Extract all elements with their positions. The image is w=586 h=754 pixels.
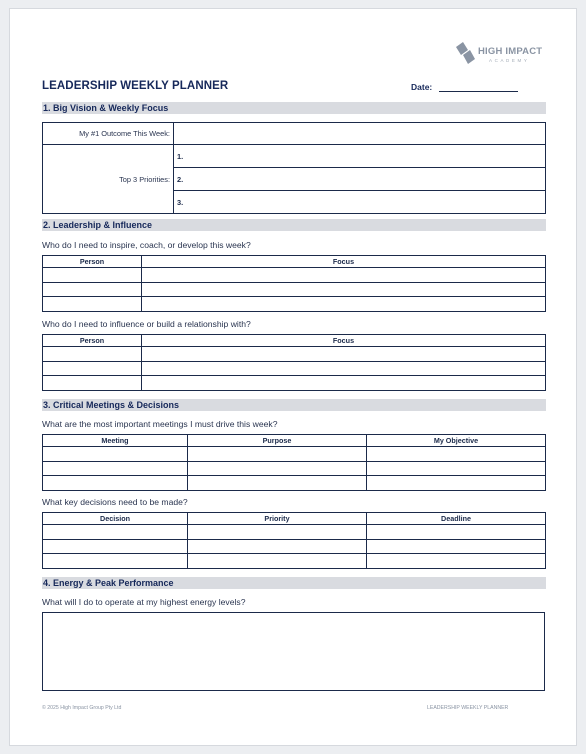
table-row (43, 539, 546, 554)
person-cell[interactable] (43, 361, 142, 376)
question-decisions: What key decisions need to be made? (42, 497, 188, 507)
purpose-cell[interactable] (188, 447, 367, 462)
table-row (43, 347, 546, 362)
outcome-field[interactable] (174, 123, 546, 145)
column-header-meeting: Meeting (43, 435, 188, 447)
purpose-cell[interactable] (188, 461, 367, 476)
deadline-cell[interactable] (367, 554, 546, 569)
table-header-row (43, 435, 546, 447)
deadline-cell[interactable] (367, 525, 546, 540)
purpose-cell[interactable] (188, 476, 367, 491)
section-heading-leadership: 2. Leadership & Influence (42, 219, 546, 231)
column-header-focus: Focus (142, 256, 546, 268)
priority-cell[interactable] (188, 539, 367, 554)
deadline-cell[interactable] (367, 539, 546, 554)
person-cell[interactable] (43, 376, 142, 391)
table-row (43, 268, 546, 283)
column-header-person: Person (43, 335, 142, 347)
table-row (43, 461, 546, 476)
person-cell[interactable] (43, 347, 142, 362)
priorities-label: Top 3 Priorities: (43, 145, 174, 214)
logo-mark-icon (454, 41, 478, 67)
footer-copyright: © 2025 High Impact Group Pty Ltd (42, 705, 122, 711)
column-header-person: Person (43, 256, 142, 268)
column-header-focus: Focus (142, 335, 546, 347)
section-heading-vision: 1. Big Vision & Weekly Focus (42, 102, 546, 114)
table-row (43, 447, 546, 462)
table-row (43, 476, 546, 491)
table-row (43, 282, 546, 297)
person-cell[interactable] (43, 282, 142, 297)
column-header-objective: My Objective (367, 435, 546, 447)
table-header-row (43, 256, 546, 268)
person-cell[interactable] (43, 297, 142, 312)
decisions-table (42, 512, 546, 569)
person-cell[interactable] (43, 268, 142, 283)
focus-cell[interactable] (142, 268, 546, 283)
brand-tagline: ACADEMY (489, 58, 530, 63)
table-row (43, 361, 546, 376)
focus-cell[interactable] (142, 282, 546, 297)
planner-page (9, 8, 577, 746)
priority-field-3[interactable]: 3. (174, 191, 546, 214)
table-header-row (43, 335, 546, 347)
priority-cell[interactable] (188, 554, 367, 569)
influence-table (42, 334, 546, 391)
priority-field-2[interactable]: 2. (174, 168, 546, 191)
meeting-cell[interactable] (43, 447, 188, 462)
inspire-table (42, 255, 546, 312)
brand-logo (454, 41, 554, 75)
column-header-purpose: Purpose (188, 435, 367, 447)
question-energy: What will I do to operate at my highest energy levels? (42, 597, 246, 607)
priority-cell[interactable] (188, 525, 367, 540)
table-row (43, 376, 546, 391)
meetings-table (42, 434, 546, 491)
question-inspire: Who do I need to inspire, coach, or develop this week? (42, 240, 251, 250)
table-row (43, 123, 546, 145)
vision-table (42, 122, 546, 214)
question-meetings: What are the most important meetings I must drive this week? (42, 419, 278, 429)
priority-field-1[interactable]: 1. (174, 145, 546, 168)
meeting-cell[interactable] (43, 461, 188, 476)
focus-cell[interactable] (142, 347, 546, 362)
date-field[interactable] (439, 91, 518, 92)
objective-cell[interactable] (367, 476, 546, 491)
table-row (43, 525, 546, 540)
date-label: Date: (411, 82, 433, 92)
focus-cell[interactable] (142, 297, 546, 312)
table-header-row (43, 513, 546, 525)
column-header-priority: Priority (188, 513, 367, 525)
page-title: LEADERSHIP WEEKLY PLANNER (42, 80, 229, 92)
table-row (43, 145, 546, 168)
focus-cell[interactable] (142, 361, 546, 376)
question-influence: Who do I need to influence or build a relationship with? (42, 319, 251, 329)
table-row (43, 297, 546, 312)
outcome-label: My #1 Outcome This Week: (43, 123, 174, 145)
energy-notes-field[interactable] (42, 612, 545, 691)
section-heading-meetings: 3. Critical Meetings & Decisions (42, 399, 546, 411)
meeting-cell[interactable] (43, 476, 188, 491)
footer-title: LEADERSHIP WEEKLY PLANNER (427, 705, 509, 711)
objective-cell[interactable] (367, 447, 546, 462)
table-row (43, 554, 546, 569)
column-header-decision: Decision (43, 513, 188, 525)
decision-cell[interactable] (43, 525, 188, 540)
column-header-deadline: Deadline (367, 513, 546, 525)
section-heading-energy: 4. Energy & Peak Performance (42, 577, 546, 589)
decision-cell[interactable] (43, 554, 188, 569)
focus-cell[interactable] (142, 376, 546, 391)
decision-cell[interactable] (43, 539, 188, 554)
brand-name: HIGH IMPACT (478, 46, 543, 57)
objective-cell[interactable] (367, 461, 546, 476)
